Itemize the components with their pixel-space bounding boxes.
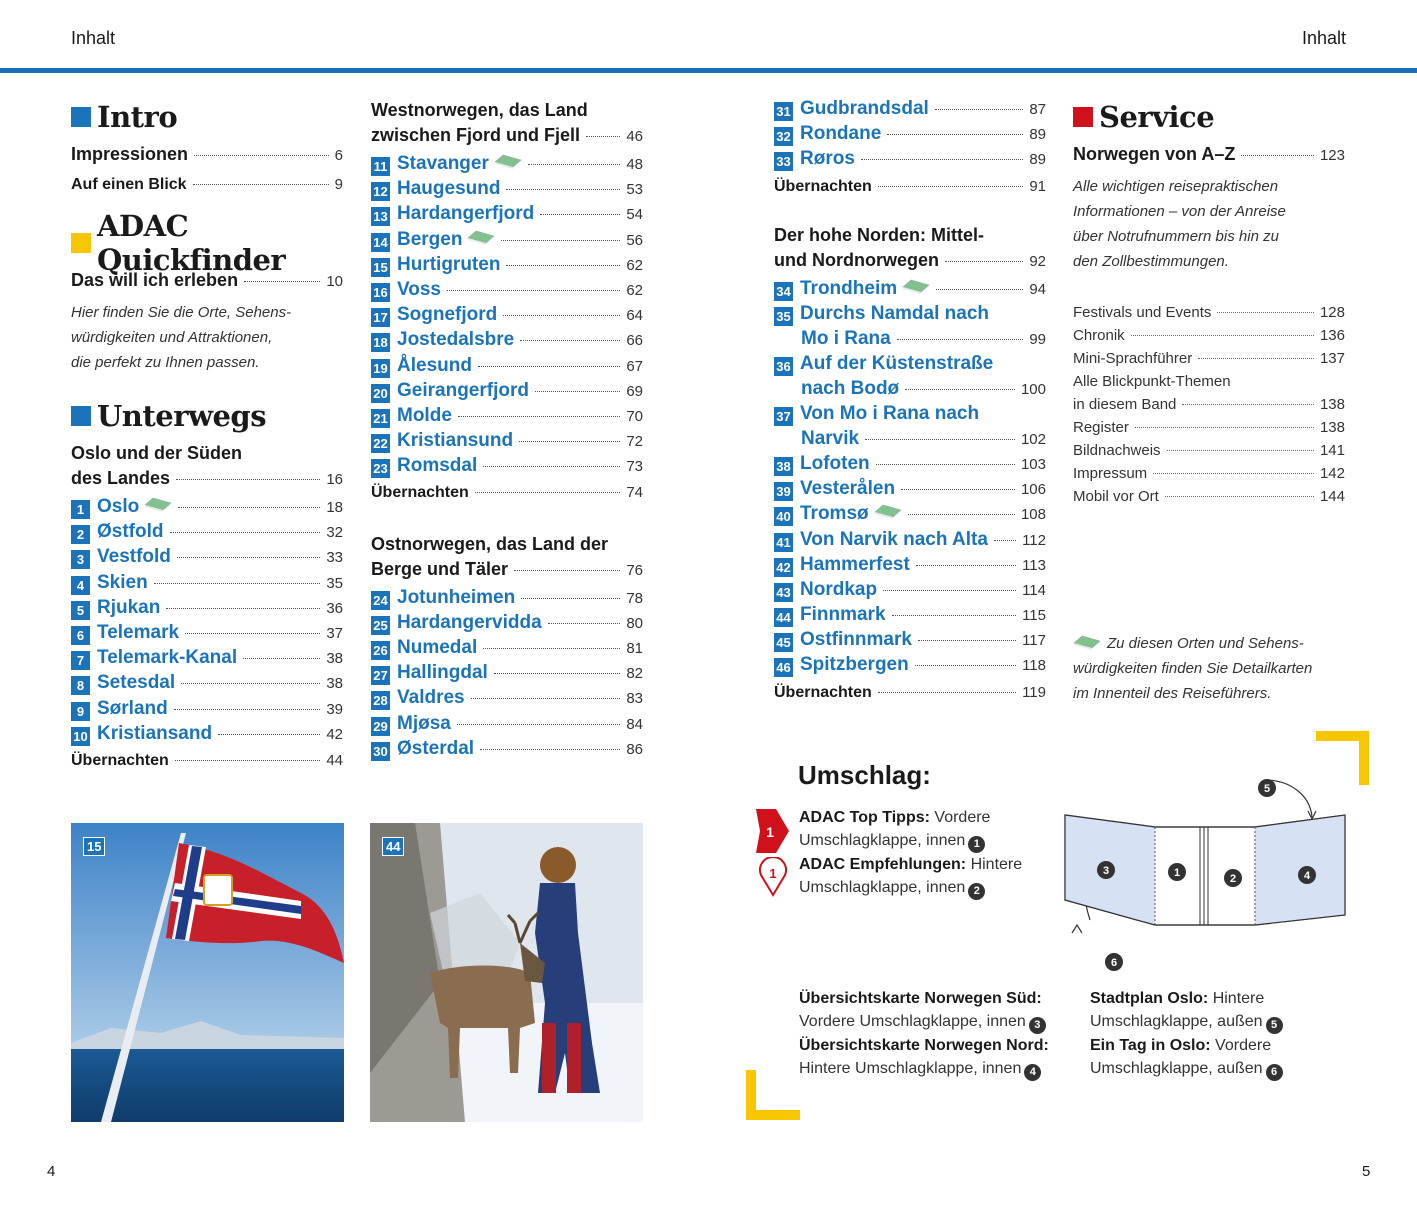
entry-page: 32 [326, 524, 343, 542]
service-description: Alle wichtigen reisepraktischen Informationen – von der Anreise über Notrufnummern bis hin zu den Zollbestimmungen. [1073, 178, 1286, 270]
entry-label: Hammerfest [800, 553, 910, 575]
toc-entry[interactable]: Übernachten 119 [774, 683, 1046, 701]
service-page: 138 [1319, 396, 1345, 413]
entry-label: Numedal [397, 637, 478, 658]
entry-number: 29 [371, 717, 390, 736]
service-page: 144 [1319, 488, 1345, 505]
entry-number: 8 [71, 676, 90, 695]
map-icon [467, 229, 495, 245]
entry-label: Trondheim [800, 277, 898, 299]
entry-number: 44 [774, 608, 793, 627]
entry-page: 118 [1022, 657, 1046, 675]
entry-page: 35 [326, 574, 343, 592]
toc-entry[interactable] [71, 723, 343, 748]
entry-label: Lofoten [800, 452, 870, 474]
toc-entry[interactable] [371, 612, 643, 637]
entry-number: 26 [371, 641, 390, 660]
toc-entry[interactable] [371, 304, 643, 329]
entry-label: Nordkap [800, 578, 878, 600]
entry-label: Tromsø [800, 503, 869, 525]
service-label: Festivals und Events [1073, 304, 1212, 321]
entry-label: Vestfold [97, 546, 171, 568]
entry-page: 100 [1020, 380, 1046, 398]
entry-page: 84 [626, 715, 643, 733]
entry-label: Valdres [397, 687, 465, 709]
map-icon [874, 503, 902, 519]
toc-entry[interactable] [71, 597, 343, 622]
entry-label: Jostedalsbre [397, 329, 515, 351]
toc-entry[interactable] [71, 546, 343, 571]
umschlag-top-tipps: ADAC Top Tipps: Vordere Umschlagklappe, innen 1 ADAC Empfehlungen: Hintere Umschlagklappe, innen 2 [799, 806, 1022, 900]
toc-entry[interactable]: Impressionen 6 [71, 144, 343, 164]
entry-label: Stavanger [397, 153, 489, 174]
section-service-title: Service [1099, 100, 1215, 134]
region-heading: Der hohe Norden: Mittel- [774, 224, 984, 245]
entry-page: 103 [1020, 455, 1046, 473]
entry-label: Ålesund [397, 354, 472, 376]
toc-column-4 [1073, 98, 1345, 706]
toc-entry[interactable] [71, 521, 343, 546]
yellow-square-icon [71, 233, 91, 253]
toc-entry[interactable] [71, 622, 343, 647]
entry-number: 3 [71, 550, 90, 569]
top-tipp-badge-number: 1 [766, 824, 774, 840]
entry-label: Hardangerfjord [397, 203, 535, 225]
region-3-list-cont [774, 98, 1046, 174]
entry-page: 39 [326, 700, 343, 718]
entry-number: 21 [371, 409, 390, 428]
service-entry[interactable] [1073, 465, 1345, 488]
entry-page: 38 [326, 650, 343, 668]
entry-number: 4 [71, 576, 90, 595]
page-number-left: 4 [47, 1163, 56, 1180]
entry-number: 31 [774, 102, 793, 121]
photo-finnmark [370, 823, 643, 1122]
toc-entry[interactable] [371, 380, 643, 405]
toc-entry[interactable] [774, 403, 1046, 453]
entry-label: Setesdal [97, 672, 176, 694]
photo-flag-sea [71, 823, 344, 1122]
toc-entry[interactable] [774, 148, 1046, 173]
entry-number: 34 [774, 282, 793, 301]
section-quickfinder [71, 209, 343, 277]
toc-entry[interactable] [774, 654, 1046, 679]
diagram-num: 5 [1263, 783, 1271, 795]
toc-entry[interactable] [774, 278, 1046, 303]
toc-entry[interactable] [774, 303, 1046, 353]
entry-number: 32 [774, 127, 793, 146]
entry-page: 66 [626, 332, 643, 350]
entry-number: 42 [774, 558, 793, 577]
entry-page: 83 [626, 690, 643, 708]
toc-entry[interactable] [774, 123, 1046, 148]
region-4-list [774, 278, 1046, 680]
running-header-left: Inhalt [71, 28, 116, 48]
entry-number: 16 [371, 283, 390, 302]
entry-number: 19 [371, 359, 390, 378]
service-entry[interactable] [1073, 488, 1345, 511]
entry-label: Røros [800, 148, 855, 170]
photo-tag: 44 [382, 837, 404, 856]
toc-entry[interactable] [774, 478, 1046, 503]
service-entry[interactable] [1073, 442, 1345, 465]
toc-entry[interactable] [71, 647, 343, 672]
toc-entry[interactable] [371, 738, 643, 763]
entry-number: 45 [774, 633, 793, 652]
entry-label: Rjukan [97, 596, 161, 618]
entry-label: Bergen [397, 228, 463, 250]
entry-number: 40 [774, 507, 793, 526]
entry-number: 38 [774, 457, 793, 476]
entry-number: 9 [71, 702, 90, 721]
entry-page: 94 [1029, 280, 1046, 298]
entry-number: 15 [371, 258, 390, 277]
toc-entry[interactable] [371, 662, 643, 687]
empfehlung-pin-icon [758, 857, 788, 897]
entry-label: Von Narvik nach Alta [800, 528, 988, 550]
entry-page: 64 [626, 307, 643, 325]
entry-number: 36 [774, 357, 793, 376]
toc-entry[interactable]: des Landes 16 [71, 468, 343, 488]
entry-page: 72 [626, 433, 643, 451]
entry-page: 99 [1029, 330, 1046, 348]
entry-number: 33 [774, 152, 793, 171]
entry-label: Telemark [97, 621, 180, 643]
entry-number: 46 [774, 658, 793, 677]
toc-entry[interactable] [71, 572, 343, 597]
toc-entry[interactable]: und Nordnorwegen 92 [774, 249, 1046, 270]
region-3-list [371, 587, 643, 763]
entry-label: Sørland [97, 697, 168, 719]
section-service [1073, 98, 1345, 136]
entry-page: 102 [1020, 430, 1046, 448]
toc-entry[interactable] [371, 355, 643, 380]
section-intro-title: Intro [97, 100, 178, 134]
entry-number: 30 [371, 742, 390, 761]
entry-label: Hallingdal [397, 662, 488, 684]
service-entry[interactable] [1073, 350, 1345, 373]
blue-square-icon [71, 406, 91, 426]
toc-entry[interactable] [774, 629, 1046, 654]
entry-page: 48 [626, 156, 643, 173]
entry-number: 43 [774, 583, 793, 602]
region-1-list [71, 496, 343, 748]
toc-entry[interactable] [774, 453, 1046, 478]
entry-page: 67 [626, 357, 643, 375]
entry-label: Østerdal [397, 737, 475, 759]
toc-entry[interactable]: Das will ich erleben 10 [71, 270, 343, 290]
entry-number: 10 [71, 727, 90, 746]
service-page: 142 [1319, 465, 1345, 482]
entry-number: 27 [371, 666, 390, 685]
entry-page: 117 [1022, 632, 1046, 650]
service-label: Impressum [1073, 465, 1148, 482]
entry-page: 37 [326, 624, 343, 642]
entry-label: Kristiansand [97, 722, 213, 744]
section-unterwegs-title: Unterwegs [97, 399, 267, 433]
service-list [1073, 304, 1345, 511]
toc-entry[interactable] [371, 405, 643, 430]
entry-page: 33 [326, 549, 343, 567]
blue-square-icon [71, 107, 91, 127]
entry-number: 6 [71, 626, 90, 645]
entry-label: Auf der Küstenstraße [800, 352, 994, 374]
toc-entry[interactable]: Übernachten 91 [774, 177, 1046, 195]
service-label: in diesem Band [1073, 396, 1177, 413]
region-heading: Westnorwegen, das Land [371, 100, 588, 120]
umschlag-karten: Übersichtskarte Norwegen Süd: Vordere Umschlagklappe, innen 3 Übersichtskarte Norwegen Nord: Hintere Umschlagklappe, innen 4 [799, 987, 1049, 1081]
entry-number: 17 [371, 308, 390, 327]
diagram-num: 6 [1110, 957, 1118, 969]
entry-page: 87 [1029, 101, 1046, 118]
toc-entry[interactable] [774, 98, 1046, 123]
entry-page: 86 [626, 740, 643, 758]
entry-label: Sognefjord [397, 304, 498, 326]
entry-label-cont: nach Bodø [801, 377, 900, 399]
toc-entry[interactable] [371, 713, 643, 738]
entry-label: Hurtigruten [397, 253, 501, 275]
entry-number: 41 [774, 533, 793, 552]
diagram-num: 3 [1102, 865, 1110, 877]
toc-entry[interactable] [774, 503, 1046, 528]
entry-number: 13 [371, 207, 390, 226]
entry-label: Voss [397, 278, 442, 300]
entry-label: Hardangervidda [397, 611, 542, 633]
entry-label-cont: Mo i Rana [801, 327, 891, 349]
entry-page: 56 [626, 231, 643, 249]
entry-page: 62 [626, 281, 643, 299]
cover-diagram [1060, 775, 1350, 975]
entry-label: Rondane [800, 123, 882, 145]
toc-column-1 [71, 98, 343, 773]
entry-number: 14 [371, 233, 390, 252]
region-2-list [371, 153, 643, 480]
entry-label: Mjøsa [397, 712, 451, 734]
entry-label: Spitzbergen [800, 654, 909, 676]
diagram-num: 4 [1303, 870, 1311, 882]
photo-tag: 15 [83, 837, 105, 856]
toc-entry[interactable] [371, 178, 643, 203]
service-entry[interactable] [1073, 396, 1345, 419]
service-label: Chronik [1073, 327, 1125, 344]
toc-entry[interactable] [371, 279, 643, 304]
umschlag-stadtplan: Stadtplan Oslo: Hintere Umschlagklappe, außen 5 Ein Tag in Oslo: Vordere Umschlagklappe, außen 6 [1090, 987, 1283, 1081]
service-page: 137 [1319, 350, 1345, 367]
entry-number: 5 [71, 601, 90, 620]
toc-entry[interactable] [371, 203, 643, 228]
entry-page: 69 [626, 382, 643, 400]
entry-page: 113 [1022, 556, 1046, 574]
toc-column-2 [371, 98, 643, 763]
entry-number: 7 [71, 651, 90, 670]
toc-entry[interactable] [71, 496, 343, 521]
map-icon [494, 153, 522, 169]
toc-entry[interactable] [774, 529, 1046, 554]
service-label: Register [1073, 419, 1129, 436]
region-heading: Oslo und der Süden [71, 443, 243, 463]
entry-number: 22 [371, 434, 390, 453]
entry-label: Von Mo i Rana nach [800, 402, 980, 424]
entry-page: 53 [626, 181, 643, 199]
entry-label: Jotunheimen [397, 586, 516, 608]
entry-page: 73 [626, 458, 643, 476]
service-entry[interactable] [1073, 327, 1345, 350]
service-entry[interactable] [1073, 304, 1345, 327]
toc-entry[interactable] [371, 455, 643, 480]
yellow-corner-bottom [746, 1070, 800, 1122]
entry-page: 81 [626, 640, 643, 657]
toc-entry[interactable]: zwischen Fjord und Fjell 46 [371, 125, 643, 145]
toc-entry[interactable] [371, 254, 643, 279]
umschlag-title: Umschlag: [798, 760, 931, 790]
entry-label: Durchs Namdal nach [800, 302, 989, 324]
entry-label: Finnmark [800, 604, 886, 626]
entry-number: 28 [371, 691, 390, 710]
entry-number: 1 [71, 500, 90, 519]
entry-label: Gudbrandsdal [800, 98, 929, 119]
service-label: Mini-Sprachführer [1073, 350, 1193, 367]
toc-entry[interactable] [371, 153, 643, 178]
map-icon [902, 278, 930, 294]
entry-label: Haugesund [397, 178, 501, 200]
diagram-num: 2 [1229, 873, 1237, 885]
entry-number: 37 [774, 407, 793, 426]
toc-column-3 [774, 98, 1046, 705]
toc-entry[interactable] [774, 579, 1046, 604]
toc-entry[interactable] [371, 430, 643, 455]
toc-entry[interactable]: Übernachten 44 [71, 751, 343, 769]
toc-entry[interactable] [371, 687, 643, 712]
entry-page: 42 [326, 725, 343, 743]
service-page: 136 [1319, 327, 1345, 344]
quickfinder-description: Hier finden Sie die Orte, Sehens- würdigkeiten und Attraktionen, die perfekt zu Ihnen passen. [71, 304, 292, 371]
service-label: Bildnachweis [1073, 442, 1161, 459]
entry-number: 24 [371, 591, 390, 610]
region-heading: Ostnorwegen, das Land der [371, 533, 609, 554]
entry-page: 62 [626, 256, 643, 274]
entry-page: 108 [1020, 506, 1046, 524]
entry-page: 112 [1022, 531, 1046, 549]
service-label: Alle Blickpunkt-Themen [1073, 373, 1231, 390]
entry-label: Romsdal [397, 455, 478, 477]
toc-entry[interactable] [371, 229, 643, 254]
page-number-right: 5 [1362, 1163, 1371, 1180]
toc-entry[interactable]: Übernachten 74 [371, 484, 643, 502]
toc-entry[interactable] [774, 604, 1046, 629]
entry-page: 82 [626, 665, 643, 683]
entry-number: 35 [774, 307, 793, 326]
running-header-right: Inhalt [1301, 28, 1346, 48]
red-square-icon [1073, 107, 1093, 127]
entry-page: 80 [626, 614, 643, 632]
entry-number: 12 [371, 182, 390, 201]
entry-label: Skien [97, 571, 148, 593]
toc-entry[interactable] [371, 637, 643, 662]
service-entry[interactable] [1073, 373, 1345, 396]
entry-page: 78 [626, 589, 643, 607]
header-rule [0, 68, 1417, 73]
entry-page: 89 [1029, 151, 1046, 169]
section-unterwegs [71, 397, 343, 435]
entry-label: Ostfinnmark [800, 629, 912, 651]
entry-number: 18 [371, 333, 390, 352]
top-tipp-arrow-icon [756, 809, 790, 853]
entry-label: Østfold [97, 521, 164, 543]
service-page: 138 [1319, 419, 1345, 436]
entry-page: 89 [1029, 126, 1046, 144]
entry-label: Kristiansund [397, 430, 514, 452]
entry-page: 114 [1022, 581, 1046, 599]
entry-page: 115 [1022, 607, 1046, 625]
toc-entry[interactable]: Berge und Täler 76 [371, 558, 643, 579]
toc-entry[interactable] [774, 353, 1046, 403]
section-quickfinder-title: ADAC Quickfinder [97, 209, 286, 277]
entry-page: 54 [626, 206, 643, 224]
entry-page: 70 [626, 407, 643, 425]
entry-label: Molde [397, 404, 452, 426]
toc-entry[interactable] [371, 587, 643, 612]
toc-entry[interactable] [71, 672, 343, 697]
map-note: Zu diesen Orten und Sehens- würdigkeiten finden Sie Detailkarten im Innenteil des Reiseführers. [1073, 635, 1313, 702]
entry-number: 39 [774, 482, 793, 501]
service-page: 128 [1319, 304, 1345, 321]
photo-reindeer [370, 823, 643, 1122]
entry-number: 11 [371, 157, 390, 176]
photo-hurtigruten [71, 823, 344, 1122]
entry-page: 106 [1020, 481, 1046, 499]
entry-label-cont: Narvik [801, 427, 860, 449]
entry-page: 36 [326, 599, 343, 617]
entry-label: Vesterålen [800, 478, 896, 500]
diagram-num: 1 [1173, 867, 1181, 879]
toc-entry[interactable]: Auf einen Blick 9 [71, 176, 343, 193]
section-intro [71, 98, 343, 136]
empfehlung-badge-number: 1 [769, 866, 777, 881]
entry-number: 20 [371, 384, 390, 403]
toc-entry[interactable]: Norwegen von A–Z 123 [1073, 144, 1345, 164]
entry-number: 23 [371, 459, 390, 478]
toc-entry[interactable] [774, 554, 1046, 579]
toc-entry[interactable] [371, 329, 643, 354]
entry-number: 25 [371, 616, 390, 635]
map-icon [1073, 634, 1101, 650]
entry-page: 18 [326, 499, 343, 516]
entry-label: Geirangerfjord [397, 379, 529, 401]
service-label: Mobil vor Ort [1073, 488, 1159, 505]
entry-label: Oslo [97, 496, 140, 517]
toc-entry[interactable] [71, 698, 343, 723]
entry-page: 38 [326, 675, 343, 693]
entry-number: 2 [71, 525, 90, 544]
map-icon [144, 496, 172, 512]
entry-label: Telemark-Kanal [97, 647, 238, 669]
service-page: 141 [1319, 442, 1345, 459]
service-entry[interactable] [1073, 419, 1345, 442]
